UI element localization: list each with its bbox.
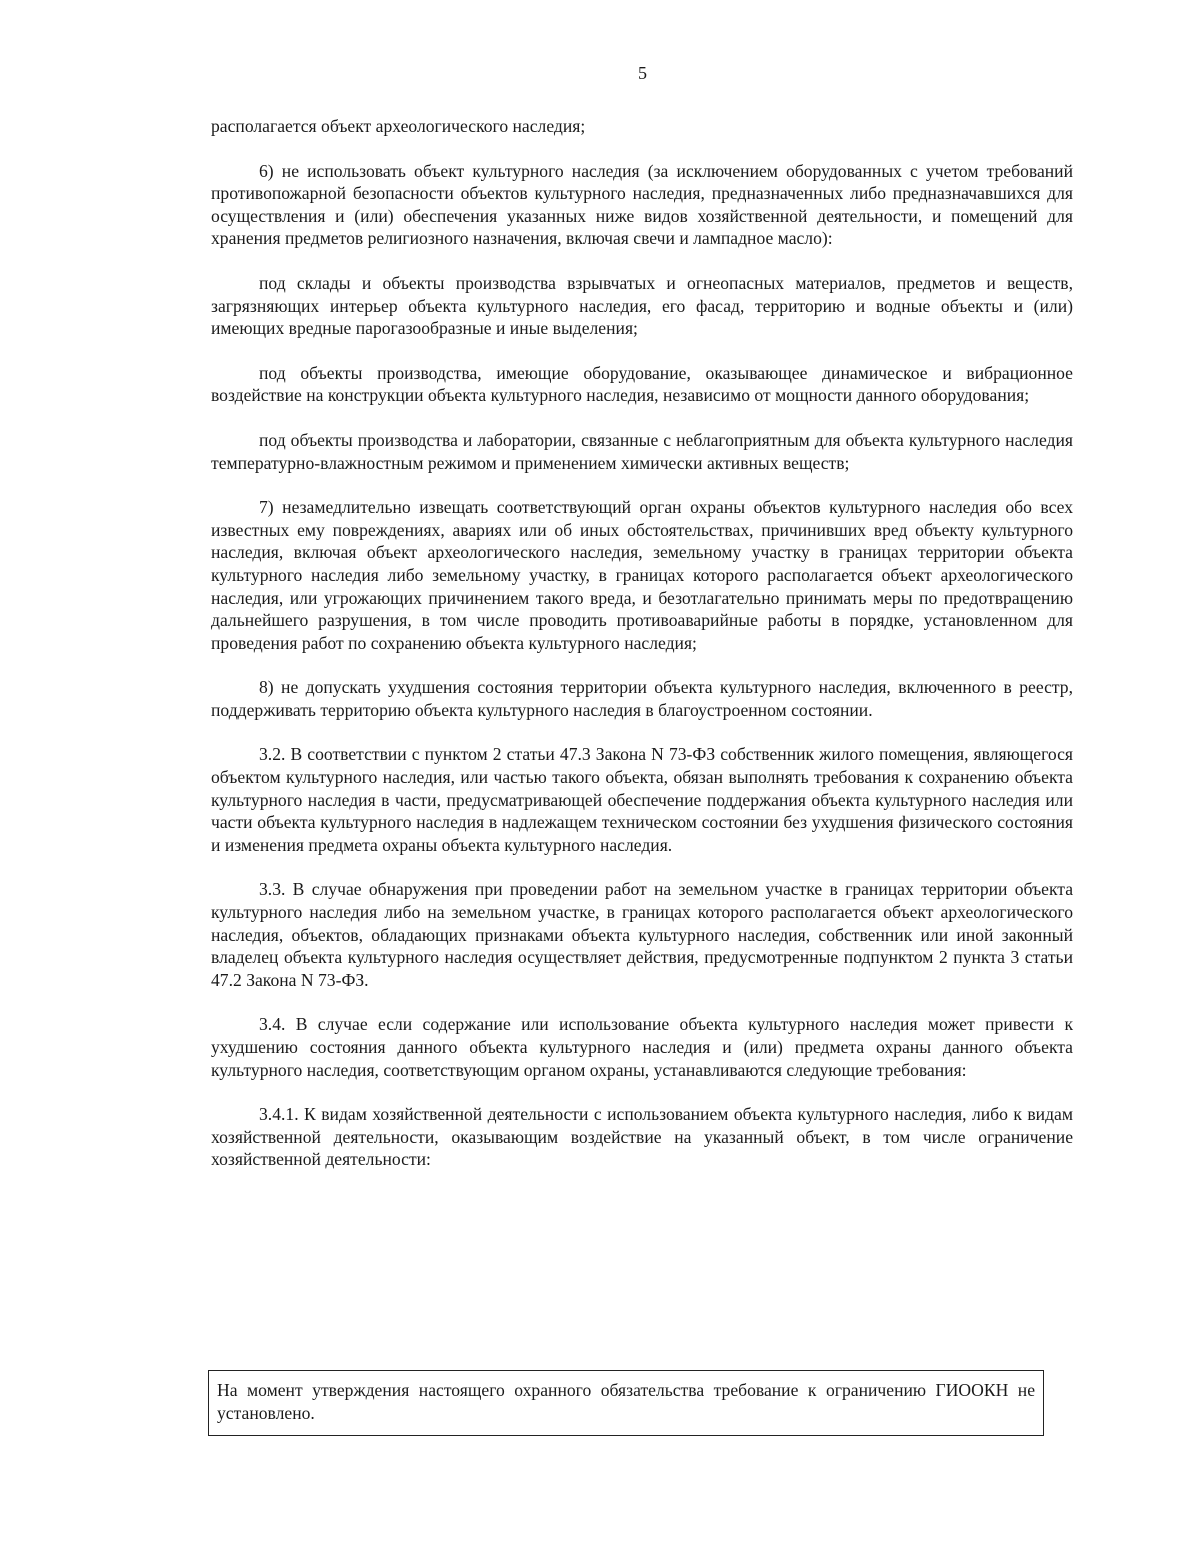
paragraph-item-8: 8) не допускать ухудшения состояния территории объекта культурного наследия, включенного в реестр, поддерживать территорию объекта культурного наследия в благоустроенном состоянии. [211,677,1073,720]
paragraph-3-4-1: 3.4.1. К видам хозяйственной деятельности с использованием объекта культурного наследия, либо к видам хозяйственной деятельности, оказывающим воздействие на указанный объект, в том числе ограничение хозяйственной деятельности: [211,1104,1073,1170]
document-body [211,115,1073,1193]
paragraph-3-4: 3.4. В случае если содержание или использование объекта культурного наследия может привести к ухудшению состояния данного объекта культурного наследия и (или) предмета охраны данного объекта культурного наследия, соответствующим органом охраны, устанавливаются следующие требования: [211,1014,1073,1080]
paragraph-warehouses: под склады и объекты производства взрывчатых и огнеопасных материалов, предметов и веществ, загрязняющих интерьер объекта культурного наследия, его фасад, территорию и водные объекты и (или) имеющих вредные парогазообразные и иные выделения; [211,272,1073,339]
paragraph-item-7: 7) незамедлительно извещать соответствующий орган охраны объектов культурного наследия обо всех известных ему повреждениях, авариях или об иных обстоятельствах, причинивших вред объекту культурного наследия, включая объект археологического наследия, земельному участку в границах территории объекта культурного наследия либо земельному участку, в границах которого располагается объект археологического наследия, или угрожающих причинением такого вреда, и безотлагательно принимать меры по предотвращению дальнейшего разрушения, в том числе проводить противоаварийные работы в порядке, установленном для проведения работ по сохранению объекта культурного наследия; [211,497,1073,653]
paragraph-3-2: 3.2. В соответствии с пунктом 2 статьи 47.3 Закона N 73-ФЗ собственник жилого помещения, являющегося объектом культурного наследия, или частью такого объекта, обязан выполнять требования к сохранению объекта культурного наследия в части, предусматривающей обеспечение поддержания объекта культурного наследия или части объекта культурного наследия в надлежащем техническом состоянии без ухудшения физического состояния и изменения предмета охраны объекта культурного наследия. [211,744,1073,855]
page-number: 5 [638,63,647,83]
paragraph-item-6: 6) не использовать объект культурного наследия (за исключением оборудованных с учетом требований противопожарной безопасности объектов культурного наследия, предназначенных либо предназначавшихся для осуществления и (или) обеспечения указанных ниже видов хозяйственной деятельности, и помещений для хранения предметов религиозного назначения, включая свечи и лампадное масло): [211,160,1073,249]
requirement-note-box: На момент утверждения настоящего охранного обязательства требование к ограничению ГИООКН не установлено. [208,1370,1044,1436]
paragraph-3-3: 3.3. В случае обнаружения при проведении работ на земельном участке в границах территории объекта культурного наследия либо на земельном участке, в границах которого располагается объект археологического наследия, объектов, обладающих признаками объекта культурного наследия, собственник или иной законный владелец объекта культурного наследия осуществляет действия, предусмотренные подпунктом 2 пункта 3 статьи 47.2 Закона N 73-ФЗ. [211,879,1073,990]
paragraph-production-equipment: под объекты производства, имеющие оборудование, оказывающее динамическое и вибрационное воздействие на конструкции объекта культурного наследия, независимо от мощности данного оборудования; [211,362,1073,406]
paragraph-continuation: располагается объект археологического наследия; [211,116,586,136]
paragraph-laboratories: под объекты производства и лаборатории, связанные с неблагоприятным для объекта культурного наследия температурно-влажностным режимом и применением химически активных веществ; [211,429,1073,473]
